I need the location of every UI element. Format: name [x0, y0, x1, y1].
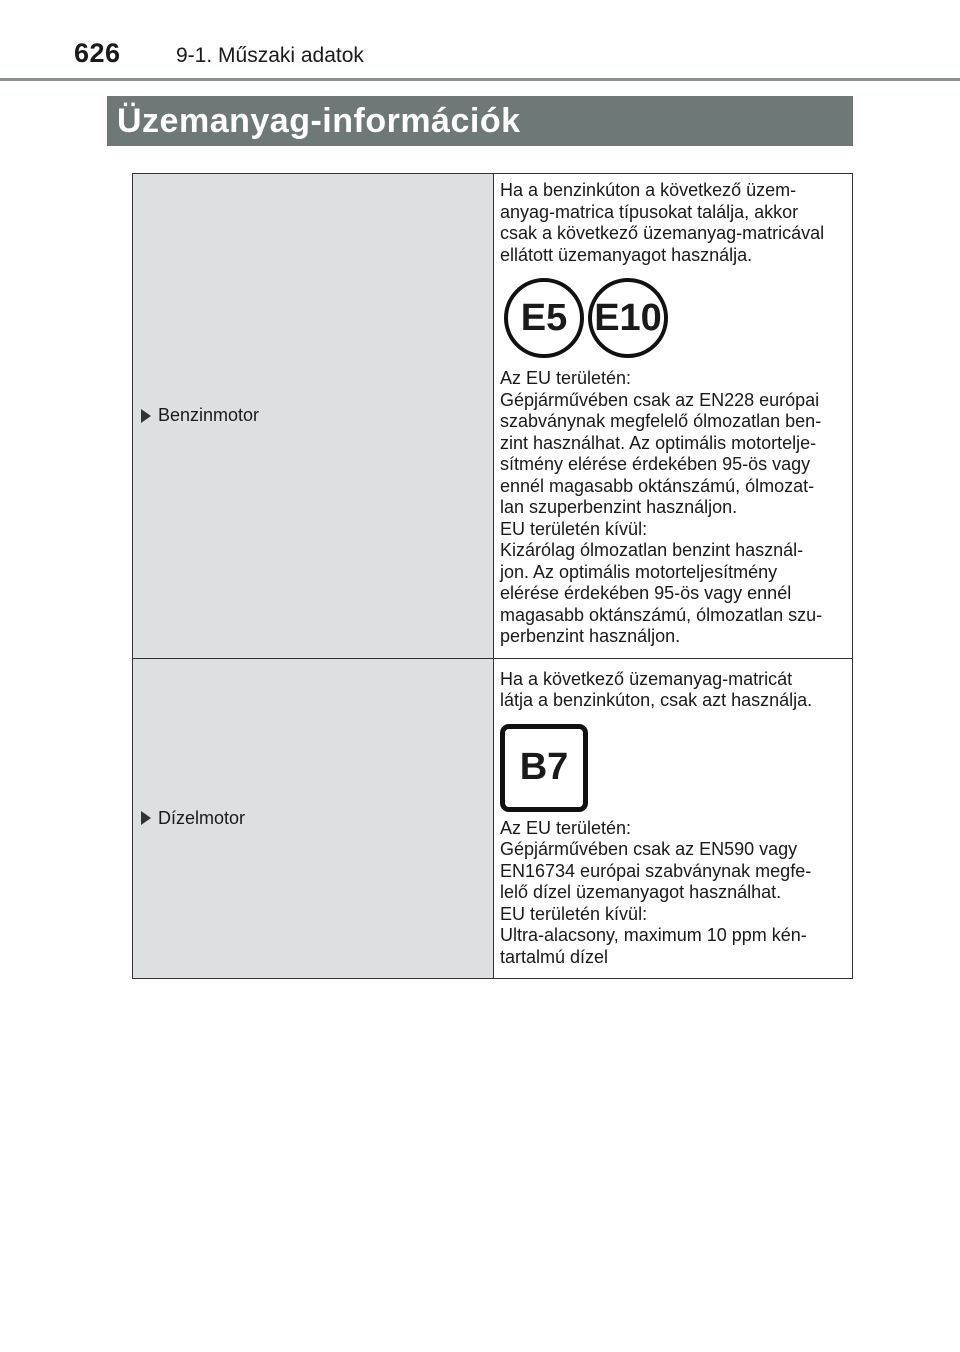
fuel-info-table — [132, 173, 853, 979]
fuel-label-e5-icon: E5 — [504, 278, 584, 358]
fuel-label-e10-icon: E10 — [588, 278, 668, 358]
engine-label: Dízelmotor — [158, 807, 246, 828]
intro-line: csak a következő üzemanyag-matricával — [500, 223, 825, 243]
intro-line: Ha a benzinkúton a következő üzem- — [500, 180, 797, 200]
detail-line: perbenzint használjon. — [500, 626, 681, 646]
engine-label: Benzinmotor — [158, 405, 260, 426]
detail-line: Kizárólag ólmozatlan benzint használ- — [500, 540, 804, 560]
bullet-triangle-icon — [141, 811, 151, 825]
detail-line: Gépjárművében csak az EN590 vagy — [500, 839, 798, 859]
detail-line: Az EU területén: — [500, 817, 632, 838]
detail-line: lan szuperbenzint használjon. — [500, 497, 738, 517]
detail-line: szabványnak megfelelő ólmozatlan ben- — [500, 411, 822, 431]
detail-line: ennél magasabb oktánszámú, ólmozat- — [500, 475, 815, 496]
table-row-diesel — [133, 658, 853, 979]
intro-line: látja a benzinkúton, csak azt használja. — [500, 690, 813, 710]
detail-line: lelő dízel üzemanyagot használhat. — [500, 882, 782, 902]
intro-line: ellátott üzemanyagot használja. — [500, 244, 753, 265]
section-title: 9-1. Műszaki adatok — [176, 44, 364, 67]
engine-cell — [133, 174, 494, 659]
detail-line: zint használhat. Az optimális motortelje- — [500, 432, 817, 453]
bullet-triangle-icon — [141, 409, 151, 423]
page-title: Üzemanyag-információk — [117, 102, 521, 140]
detail-line: Gépjárművében csak az EN228 európai — [500, 389, 820, 410]
page-number: 626 — [74, 38, 121, 68]
detail-line: tartalmú dízel — [500, 946, 609, 967]
info-cell — [494, 658, 853, 979]
engine-cell — [133, 658, 494, 979]
detail-line: Ultra-alacsony, maximum 10 ppm kén- — [500, 925, 807, 945]
detail-line: elérése érdekében 95-ös vagy ennél — [500, 583, 792, 603]
intro-line: Ha a következő üzemanyag-matricát — [500, 668, 793, 689]
fuel-label-b7-icon: B7 — [500, 724, 588, 812]
info-cell — [494, 174, 853, 659]
detail-line: jon. Az optimális motorteljesítmény — [500, 561, 778, 582]
fuel-labels — [494, 266, 852, 368]
detail-line: EU területén kívül: — [500, 518, 648, 539]
title-banner — [107, 96, 853, 146]
detail-line: EU területén kívül: — [500, 903, 648, 924]
header-divider — [0, 78, 960, 81]
detail-line: sítmény elérése érdekében 95-ös vagy — [500, 454, 811, 474]
detail-line: EN16734 európai szabványnak megfe- — [500, 860, 812, 881]
detail-line: Az EU területén: — [500, 368, 632, 388]
intro-line: anyag-matrica típusokat találja, akkor — [500, 201, 799, 222]
detail-line: magasabb oktánszámú, ólmozatlan szu- — [500, 604, 823, 625]
table-row-petrol — [133, 174, 853, 659]
